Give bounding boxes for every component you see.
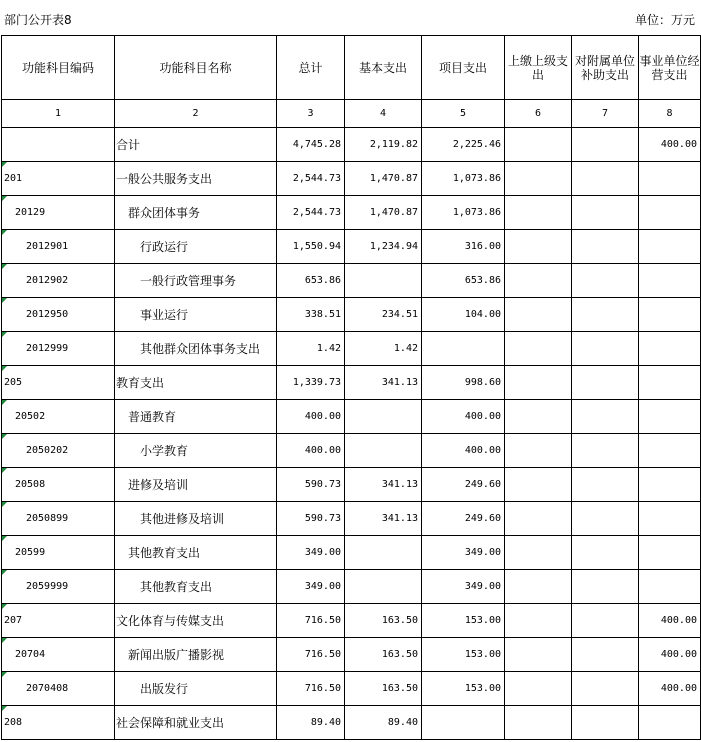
- cell-basic-text: 234.51: [381, 309, 418, 320]
- cell-total-text: 349.00: [304, 547, 341, 558]
- text-format-indicator-icon: [2, 366, 7, 371]
- cell-upper[interactable]: [505, 638, 572, 672]
- cell-basic[interactable]: [345, 332, 422, 366]
- cell-total-text: 1.42: [316, 343, 341, 354]
- cell-basic[interactable]: [345, 706, 422, 740]
- cell-subsidy[interactable]: [572, 162, 639, 196]
- cell-subsidy[interactable]: [572, 638, 639, 672]
- cell-basic[interactable]: [345, 400, 422, 434]
- cell-project[interactable]: [422, 332, 505, 366]
- cell-basic[interactable]: [345, 162, 422, 196]
- cell-subsidy[interactable]: [572, 434, 639, 468]
- cell-name[interactable]: [115, 536, 277, 570]
- cell-upper[interactable]: [505, 536, 572, 570]
- cell-name[interactable]: [115, 298, 277, 332]
- cell-name-text: 其他教育支出: [140, 580, 213, 594]
- cell-total[interactable]: [277, 162, 345, 196]
- text-format-indicator-icon: [2, 162, 7, 167]
- cell-basic-text: 341.13: [381, 479, 418, 490]
- cell-name[interactable]: [115, 502, 277, 536]
- cell-upper[interactable]: [505, 366, 572, 400]
- cell-project[interactable]: [422, 264, 505, 298]
- cell-name-text: 其他群众团体事务支出: [140, 342, 261, 356]
- col-header-total[interactable]: 总计: [277, 36, 345, 100]
- table-row: [2, 230, 701, 264]
- cell-total[interactable]: [277, 672, 345, 706]
- cell-code-text: 2070408: [26, 683, 69, 694]
- cell-subsidy[interactable]: [572, 332, 639, 366]
- table-row: [2, 128, 701, 162]
- cell-business[interactable]: [639, 298, 701, 332]
- cell-total[interactable]: [277, 638, 345, 672]
- table-row: [2, 468, 701, 502]
- cell-total-text: 653.86: [304, 275, 341, 286]
- cell-total-text: 338.51: [304, 309, 341, 320]
- cell-project[interactable]: [422, 604, 505, 638]
- cell-upper[interactable]: [505, 298, 572, 332]
- cell-business-text: 400.00: [660, 615, 697, 626]
- cell-name[interactable]: [115, 570, 277, 604]
- cell-project-text: 1,073.86: [452, 173, 501, 184]
- text-format-indicator-icon: [2, 230, 7, 235]
- cell-code-text: 207: [4, 615, 23, 626]
- cell-project[interactable]: [422, 400, 505, 434]
- cell-name-text: 教育支出: [116, 376, 165, 390]
- cell-project[interactable]: [422, 502, 505, 536]
- cell-business[interactable]: [639, 162, 701, 196]
- text-format-indicator-icon: [2, 672, 7, 677]
- col-number[interactable]: 3: [277, 100, 345, 128]
- column-number-row: [2, 100, 701, 128]
- cell-business[interactable]: [639, 196, 701, 230]
- cell-subsidy[interactable]: [572, 400, 639, 434]
- cell-code[interactable]: [2, 706, 115, 740]
- cell-subsidy[interactable]: [572, 536, 639, 570]
- cell-business-text: 400.00: [660, 139, 697, 150]
- cell-project-text: 400.00: [464, 445, 501, 456]
- cell-code-text: 20599: [15, 547, 46, 558]
- col-number[interactable]: 1: [2, 100, 115, 128]
- cell-basic[interactable]: [345, 638, 422, 672]
- cell-subsidy[interactable]: [572, 264, 639, 298]
- cell-total-text: 1,550.94: [292, 241, 341, 252]
- cell-code[interactable]: [2, 366, 115, 400]
- table-body: [2, 128, 701, 740]
- cell-code-text: 20129: [15, 207, 46, 218]
- col-number[interactable]: 5: [422, 100, 505, 128]
- cell-code[interactable]: [2, 298, 115, 332]
- cell-basic[interactable]: [345, 604, 422, 638]
- cell-code[interactable]: [2, 264, 115, 298]
- table-row: [2, 706, 701, 740]
- text-format-indicator-icon: [2, 706, 7, 711]
- cell-business-text: 400.00: [660, 649, 697, 660]
- cell-total-text: 1,339.73: [292, 377, 341, 388]
- cell-code[interactable]: [2, 434, 115, 468]
- cell-name[interactable]: [115, 230, 277, 264]
- cell-total[interactable]: [277, 536, 345, 570]
- cell-project[interactable]: [422, 434, 505, 468]
- table-row: [2, 434, 701, 468]
- cell-upper[interactable]: [505, 230, 572, 264]
- cell-project-text: 349.00: [464, 581, 501, 592]
- cell-total[interactable]: [277, 604, 345, 638]
- cell-project[interactable]: [422, 536, 505, 570]
- cell-upper[interactable]: [505, 706, 572, 740]
- cell-name[interactable]: [115, 706, 277, 740]
- expenditure-table: [1, 35, 701, 740]
- cell-total-text: 2,544.73: [292, 207, 341, 218]
- cell-upper[interactable]: [505, 604, 572, 638]
- cell-code-text: 2050899: [26, 513, 69, 524]
- text-format-indicator-icon: [2, 502, 7, 507]
- cell-project[interactable]: [422, 366, 505, 400]
- cell-code[interactable]: [2, 502, 115, 536]
- cell-total-text: 349.00: [304, 581, 341, 592]
- cell-total-text: 590.73: [304, 479, 341, 490]
- cell-total-text: 716.50: [304, 683, 341, 694]
- cell-total-text: 4,745.28: [292, 139, 341, 150]
- cell-total[interactable]: [277, 570, 345, 604]
- cell-code[interactable]: [2, 638, 115, 672]
- cell-business[interactable]: [639, 706, 701, 740]
- cell-name-text: 一般公共服务支出: [116, 172, 213, 186]
- cell-project[interactable]: [422, 672, 505, 706]
- cell-basic[interactable]: [345, 230, 422, 264]
- cell-total-text: 89.40: [310, 717, 341, 728]
- cell-total[interactable]: [277, 332, 345, 366]
- table-row: [2, 400, 701, 434]
- cell-code[interactable]: [2, 400, 115, 434]
- cell-name-text: 合计: [116, 138, 141, 152]
- cell-project-text: 653.86: [464, 275, 501, 286]
- cell-total[interactable]: [277, 706, 345, 740]
- cell-name-text: 新闻出版广播影视: [128, 648, 225, 662]
- cell-code[interactable]: [2, 536, 115, 570]
- cell-project[interactable]: [422, 570, 505, 604]
- text-format-indicator-icon: [2, 468, 7, 473]
- cell-code-text: 2012902: [26, 275, 69, 286]
- table-row: [2, 536, 701, 570]
- cell-subsidy[interactable]: [572, 706, 639, 740]
- cell-project-text: 400.00: [464, 411, 501, 422]
- cell-code-text: 2059999: [26, 581, 69, 592]
- cell-name-text: 普通教育: [128, 410, 177, 424]
- cell-project-text: 153.00: [464, 649, 501, 660]
- cell-name-text: 其他进修及培训: [140, 512, 225, 526]
- cell-basic-text: 341.13: [381, 513, 418, 524]
- cell-code-text: 205: [4, 377, 23, 388]
- table-row: [2, 264, 701, 298]
- cell-name[interactable]: [115, 196, 277, 230]
- cell-subsidy[interactable]: [572, 366, 639, 400]
- cell-total-text: 2,544.73: [292, 173, 341, 184]
- cell-project[interactable]: [422, 706, 505, 740]
- cell-business[interactable]: [639, 264, 701, 298]
- table-title: 部门公开表8: [4, 13, 72, 27]
- cell-basic[interactable]: [345, 128, 422, 162]
- cell-basic[interactable]: [345, 196, 422, 230]
- cell-total-text: 716.50: [304, 649, 341, 660]
- cell-business[interactable]: [639, 570, 701, 604]
- cell-name[interactable]: [115, 638, 277, 672]
- text-format-indicator-icon: [2, 570, 7, 575]
- cell-name[interactable]: [115, 366, 277, 400]
- cell-name[interactable]: [115, 672, 277, 706]
- col-header-subsidy[interactable]: 对附属单位补助支出: [572, 36, 639, 100]
- cell-project-text: 104.00: [464, 309, 501, 320]
- cell-business[interactable]: [639, 536, 701, 570]
- col-header-basic[interactable]: 基本支出: [345, 36, 422, 100]
- text-format-indicator-icon: [2, 196, 7, 201]
- cell-total-text: 716.50: [304, 615, 341, 626]
- col-number[interactable]: 4: [345, 100, 422, 128]
- cell-basic[interactable]: [345, 672, 422, 706]
- text-format-indicator-icon: [2, 332, 7, 337]
- cell-total[interactable]: [277, 366, 345, 400]
- cell-upper[interactable]: [505, 468, 572, 502]
- cell-code[interactable]: [2, 604, 115, 638]
- col-header-project[interactable]: 项目支出: [422, 36, 505, 100]
- cell-basic-text: 1,234.94: [369, 241, 418, 252]
- cell-subsidy[interactable]: [572, 604, 639, 638]
- cell-basic[interactable]: [345, 502, 422, 536]
- cell-subsidy[interactable]: [572, 128, 639, 162]
- cell-upper[interactable]: [505, 434, 572, 468]
- table-row: [2, 366, 701, 400]
- cell-total[interactable]: [277, 400, 345, 434]
- cell-basic[interactable]: [345, 366, 422, 400]
- cell-name-text: 进修及培训: [128, 478, 189, 492]
- text-format-indicator-icon: [2, 434, 7, 439]
- cell-upper[interactable]: [505, 196, 572, 230]
- cell-business[interactable]: [639, 502, 701, 536]
- cell-business-text: 400.00: [660, 683, 697, 694]
- cell-subsidy[interactable]: [572, 230, 639, 264]
- cell-subsidy[interactable]: [572, 196, 639, 230]
- cell-project[interactable]: [422, 162, 505, 196]
- text-format-indicator-icon: [2, 638, 7, 643]
- cell-project-text: 153.00: [464, 683, 501, 694]
- cell-basic[interactable]: [345, 468, 422, 502]
- cell-business[interactable]: [639, 366, 701, 400]
- cell-subsidy[interactable]: [572, 502, 639, 536]
- cell-code[interactable]: [2, 162, 115, 196]
- cell-project[interactable]: [422, 468, 505, 502]
- cell-code[interactable]: [2, 128, 115, 162]
- cell-code-text: 201: [4, 173, 23, 184]
- cell-project-text: 153.00: [464, 615, 501, 626]
- cell-code[interactable]: [2, 332, 115, 366]
- cell-business[interactable]: [639, 332, 701, 366]
- cell-total[interactable]: [277, 298, 345, 332]
- cell-project-text: 249.60: [464, 479, 501, 490]
- cell-code-text: 2012901: [26, 241, 69, 252]
- cell-project[interactable]: [422, 128, 505, 162]
- cell-total[interactable]: [277, 128, 345, 162]
- text-format-indicator-icon: [2, 298, 7, 303]
- table-row: [2, 298, 701, 332]
- cell-upper[interactable]: [505, 128, 572, 162]
- col-number[interactable]: 8: [639, 100, 701, 128]
- col-number[interactable]: 2: [115, 100, 277, 128]
- cell-basic-text: 163.50: [381, 649, 418, 660]
- cell-basic-text: 163.50: [381, 615, 418, 626]
- table-row: [2, 638, 701, 672]
- cell-basic-text: 89.40: [387, 717, 418, 728]
- cell-code[interactable]: [2, 230, 115, 264]
- table-row: [2, 196, 701, 230]
- col-header-name[interactable]: 功能科目名称: [115, 36, 277, 100]
- cell-code[interactable]: [2, 468, 115, 502]
- text-format-indicator-icon: [2, 604, 7, 609]
- cell-upper[interactable]: [505, 162, 572, 196]
- cell-project-text: 1,073.86: [452, 207, 501, 218]
- cell-project-text: 249.60: [464, 513, 501, 524]
- cell-code[interactable]: [2, 196, 115, 230]
- cell-name[interactable]: [115, 604, 277, 638]
- cell-basic-text: 163.50: [381, 683, 418, 694]
- cell-name-text: 其他教育支出: [128, 546, 201, 560]
- cell-name[interactable]: [115, 264, 277, 298]
- cell-basic-text: 1.42: [393, 343, 418, 354]
- cell-total[interactable]: [277, 468, 345, 502]
- cell-name[interactable]: [115, 468, 277, 502]
- cell-code-text: 20704: [15, 649, 46, 660]
- cell-business[interactable]: [639, 434, 701, 468]
- cell-basic[interactable]: [345, 264, 422, 298]
- table-row: [2, 672, 701, 706]
- sheet-header: [0, 0, 701, 36]
- col-header-code[interactable]: 功能科目编码: [2, 36, 115, 100]
- cell-code-text: 2050202: [26, 445, 69, 456]
- cell-name-text: 事业运行: [140, 308, 189, 322]
- cell-business[interactable]: [639, 400, 701, 434]
- cell-business[interactable]: [639, 128, 701, 162]
- cell-business[interactable]: [639, 604, 701, 638]
- cell-project-text: 349.00: [464, 547, 501, 558]
- cell-basic-text: 2,119.82: [369, 139, 418, 150]
- cell-subsidy[interactable]: [572, 570, 639, 604]
- text-format-indicator-icon: [2, 400, 7, 405]
- table-row: [2, 502, 701, 536]
- cell-total[interactable]: [277, 434, 345, 468]
- cell-total[interactable]: [277, 502, 345, 536]
- cell-upper[interactable]: [505, 672, 572, 706]
- cell-name-text: 行政运行: [140, 240, 189, 254]
- cell-name-text: 出版发行: [140, 682, 189, 696]
- cell-project[interactable]: [422, 196, 505, 230]
- cell-code-text: 20502: [15, 411, 46, 422]
- cell-basic[interactable]: [345, 570, 422, 604]
- cell-code[interactable]: [2, 570, 115, 604]
- cell-project-text: 2,225.46: [452, 139, 501, 150]
- table-row: [2, 162, 701, 196]
- cell-name-text: 一般行政管理事务: [140, 274, 237, 288]
- cell-total[interactable]: [277, 230, 345, 264]
- cell-name-text: 群众团体事务: [128, 206, 201, 220]
- cell-code-text: 2012950: [26, 309, 69, 320]
- table-row: [2, 604, 701, 638]
- table-row: [2, 332, 701, 366]
- cell-basic-text: 1,470.87: [369, 173, 418, 184]
- cell-name-text: 文化体育与传媒支出: [116, 614, 225, 628]
- cell-basic-text: 1,470.87: [369, 207, 418, 218]
- cell-basic-text: 341.13: [381, 377, 418, 388]
- cell-total-text: 400.00: [304, 445, 341, 456]
- cell-upper[interactable]: [505, 570, 572, 604]
- cell-business[interactable]: [639, 672, 701, 706]
- cell-project[interactable]: [422, 298, 505, 332]
- col-header-business[interactable]: 事业单位经营支出: [639, 36, 701, 100]
- cell-total[interactable]: [277, 196, 345, 230]
- unit-label: 单位：万元: [634, 13, 695, 27]
- col-header-upper[interactable]: 上缴上级支出: [505, 36, 572, 100]
- col-number[interactable]: 6: [505, 100, 572, 128]
- cell-business[interactable]: [639, 230, 701, 264]
- cell-name[interactable]: [115, 162, 277, 196]
- cell-upper[interactable]: [505, 332, 572, 366]
- cell-project-text: 998.60: [464, 377, 501, 388]
- cell-basic[interactable]: [345, 434, 422, 468]
- cell-subsidy[interactable]: [572, 672, 639, 706]
- cell-total-text: 400.00: [304, 411, 341, 422]
- cell-name[interactable]: [115, 332, 277, 366]
- cell-business[interactable]: [639, 638, 701, 672]
- header-row: [2, 36, 701, 100]
- text-format-indicator-icon: [2, 264, 7, 269]
- cell-code-text: 2012999: [26, 343, 69, 354]
- cell-subsidy[interactable]: [572, 468, 639, 502]
- cell-code-text: 20508: [15, 479, 46, 490]
- cell-name[interactable]: [115, 400, 277, 434]
- cell-project[interactable]: [422, 230, 505, 264]
- cell-name-text: 小学教育: [140, 444, 189, 458]
- cell-business[interactable]: [639, 468, 701, 502]
- cell-name[interactable]: [115, 128, 277, 162]
- cell-code[interactable]: [2, 672, 115, 706]
- cell-subsidy[interactable]: [572, 298, 639, 332]
- cell-upper[interactable]: [505, 400, 572, 434]
- cell-name[interactable]: [115, 434, 277, 468]
- cell-project[interactable]: [422, 638, 505, 672]
- cell-upper[interactable]: [505, 502, 572, 536]
- cell-basic[interactable]: [345, 298, 422, 332]
- text-format-indicator-icon: [2, 536, 7, 541]
- cell-basic[interactable]: [345, 536, 422, 570]
- table-row: [2, 570, 701, 604]
- col-number[interactable]: 7: [572, 100, 639, 128]
- cell-total-text: 590.73: [304, 513, 341, 524]
- cell-code-text: 208: [4, 717, 23, 728]
- cell-total[interactable]: [277, 264, 345, 298]
- cell-upper[interactable]: [505, 264, 572, 298]
- cell-name-text: 社会保障和就业支出: [116, 716, 225, 730]
- cell-project-text: 316.00: [464, 241, 501, 252]
